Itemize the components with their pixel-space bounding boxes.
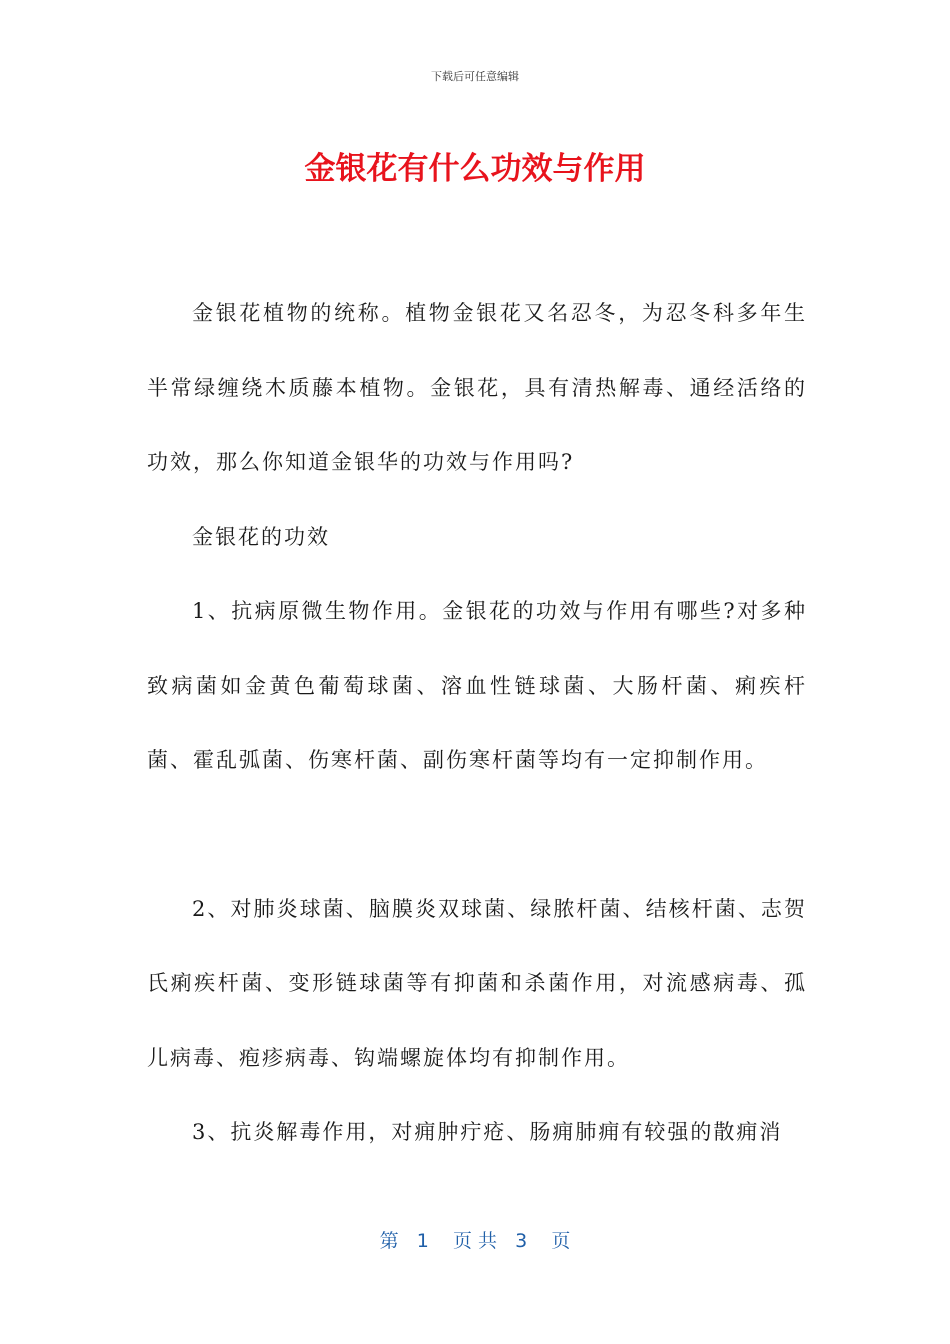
page-footer	[0, 1226, 950, 1253]
paragraph-item-1: 1、抗病原微生物作用。金银花的功效与作用有哪些?对多种致病菌如金黄色葡萄球菌、溶血性链球菌、大肠杆菌、痢疾杆菌、霍乱弧菌、伤寒杆菌、副伤寒杆菌等均有一定抑制作用。	[147, 599, 807, 772]
document-body	[147, 276, 807, 1170]
paragraph-intro: 金银花植物的统称。植物金银花又名忍冬，为忍冬科多年生半常绿缠绕木质藤本植物。金银花，具有清热解毒、通经活络的功效，那么你知道金银华的功效与作用吗?	[147, 301, 807, 474]
document-title: 金银花有什么功效与作用	[304, 151, 646, 187]
paragraph-item-2: 2、对肺炎球菌、脑膜炎双球菌、绿脓杆菌、结核杆菌、志贺氏痢疾杆菌、变形链球菌等有抑菌和杀菌作用，对流感病毒、孤儿病毒、疱疹病毒、钩端螺旋体均有抑制作用。	[147, 896, 807, 1070]
paragraph-item-3: 3、抗炎解毒作用，对痈肿疔疮、肠痈肺痈有较强的散痈消	[192, 1120, 783, 1144]
header-note: 下载后可任意编辑	[431, 70, 519, 83]
paragraph-heading-effects: 金银花的功效	[192, 524, 330, 549]
page-number-label: 第 1 页 共 3 页	[379, 1230, 571, 1252]
